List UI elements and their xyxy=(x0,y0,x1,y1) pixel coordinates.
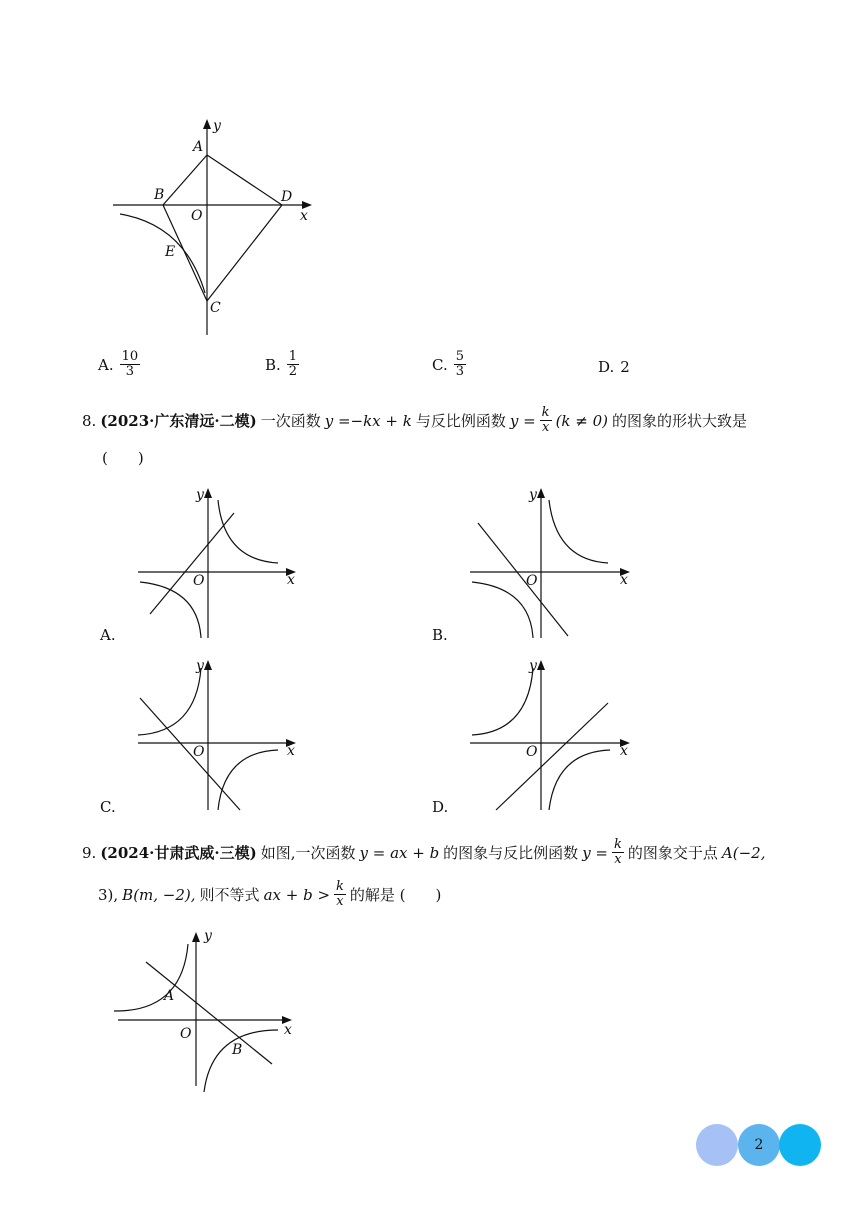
q8-d-label-o: O xyxy=(526,744,538,760)
q7-option-c-fraction: $\frac{5}{3}$ xyxy=(455,349,464,379)
q9-source: (2024·甘肃武威·三模) xyxy=(100,843,257,862)
q8-c-label-y: y xyxy=(196,658,204,674)
q7-label-x: x xyxy=(300,208,308,224)
q9-answer-blank[interactable]: 的解是 ( ) xyxy=(349,885,442,904)
q8-b-label-y: y xyxy=(529,487,537,503)
page-circle-2 xyxy=(738,1124,780,1166)
q8-a-label-o: O xyxy=(193,573,205,589)
q7-label-e: E xyxy=(165,244,176,260)
q8-number: 8. xyxy=(82,411,97,430)
q8-fraction: $\frac{k}{x}$ xyxy=(541,405,550,435)
q8-d-label-y: y xyxy=(529,658,537,674)
page-circle-1 xyxy=(696,1124,738,1166)
page-number: 2 xyxy=(754,1137,764,1153)
q9-fraction: $\frac{k}{x}$ xyxy=(614,837,622,867)
q8-d-label-x: x xyxy=(620,743,628,759)
q9-label-y: y xyxy=(204,928,212,944)
q7-option-d[interactable]: D. 2 xyxy=(598,358,630,376)
q7-label-o: O xyxy=(191,208,203,224)
q8-option-c[interactable]: C. xyxy=(100,798,116,816)
q7-label-a: A xyxy=(193,139,204,155)
q8-b-label-o: O xyxy=(526,573,538,589)
q9-label-o: O xyxy=(180,1026,192,1042)
page-circle-3 xyxy=(779,1124,821,1166)
q7-label-d: D xyxy=(281,189,293,205)
q9-label-x: x xyxy=(284,1022,292,1038)
q8-option-d[interactable]: D. xyxy=(432,798,449,816)
q8-option-a[interactable]: A. xyxy=(100,626,116,644)
q9-stem-line1: 9. (2024·甘肃武威·三模) 如图,一次函数 y = ax + b 的图象与反比例函数 y = $\frac{k}{x}$ 的图象交于点 A(−2, xyxy=(82,837,766,867)
q9-label-b: B xyxy=(232,1042,243,1058)
q9-ineq-fraction: $\frac{k}{x}$ xyxy=(336,879,344,909)
q8-source: (2023·广东清远·二模) xyxy=(100,411,257,430)
q8-c-label-o: O xyxy=(193,744,205,760)
q7-option-c[interactable]: C. $\frac{5}{3}$ xyxy=(432,349,464,379)
q7-label-y: y xyxy=(213,118,221,134)
q7-option-b-fraction: $\frac{1}{2}$ xyxy=(288,349,298,379)
q8-answer-blank[interactable]: ( ) xyxy=(102,449,144,467)
q8-b-label-x: x xyxy=(620,572,628,588)
q8-a-label-x: x xyxy=(287,572,295,588)
q7-option-b[interactable]: B. $\frac{1}{2}$ xyxy=(265,349,298,379)
q9-label-a: A xyxy=(164,988,175,1004)
q7-option-a-fraction: $\frac{10}{3}$ xyxy=(121,349,139,379)
q8-option-b[interactable]: B. xyxy=(432,626,448,644)
q7-label-c: C xyxy=(210,300,221,316)
q8-stem: 8. (2023·广东清远·二模) 一次函数 y =−kx + k 与反比例函数 y = $\frac{k}{x}$ (k ≠ 0) 的图象的形状大致是 xyxy=(82,405,748,435)
q7-option-a[interactable]: A. $\frac{10}{3}$ xyxy=(98,349,139,379)
q9-stem-line2: 3), B(m, −2), 则不等式 ax + b > $\frac{k}{x}$ 的解是 ( ) xyxy=(98,879,442,909)
q9-number: 9. xyxy=(82,843,97,862)
q7-label-b: B xyxy=(154,187,165,203)
q8-c-label-x: x xyxy=(287,743,295,759)
q8-a-label-y: y xyxy=(196,487,204,503)
